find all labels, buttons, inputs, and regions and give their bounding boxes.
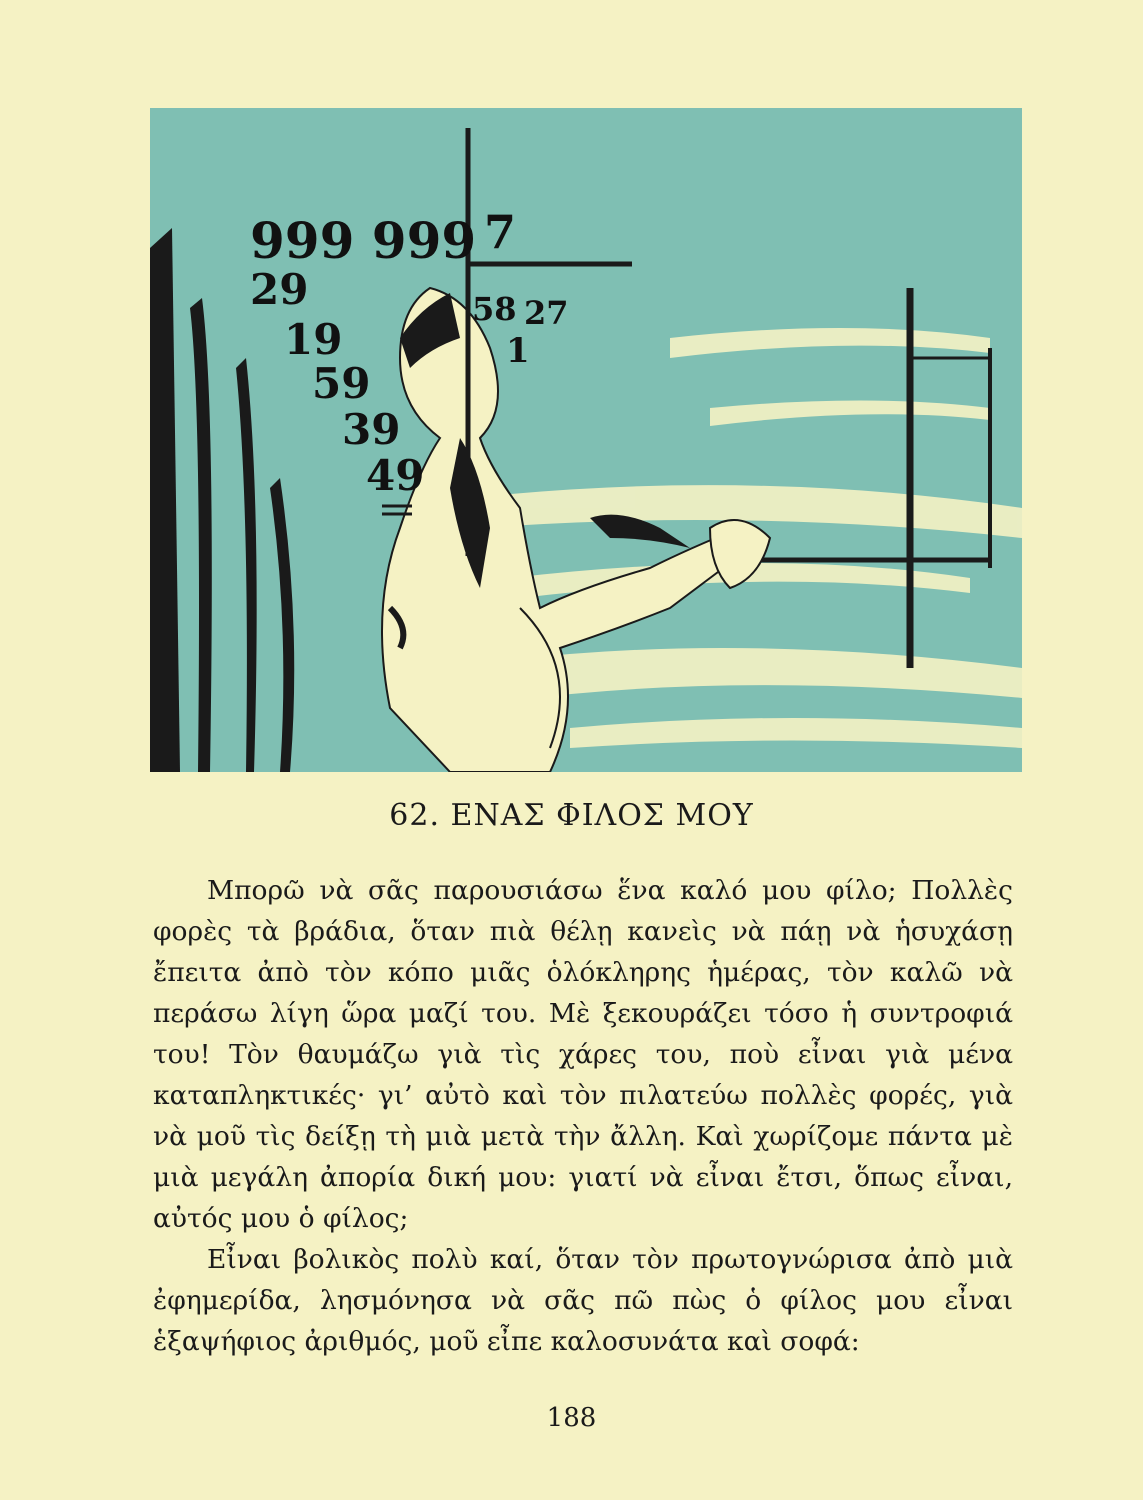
body-text (153, 870, 1013, 1362)
quotient-top-digits: 58 (472, 290, 517, 328)
page-number: 188 (546, 1403, 597, 1433)
remainder-4: 39 (342, 405, 401, 454)
quotient-mid-digits: 27 (524, 294, 569, 332)
chapter-title: 62. ΕΝΑΣ ΦΙΛΟΣ ΜΟΥ (389, 798, 754, 833)
quotient-low-digit: 1 (506, 331, 530, 371)
remainder-1: 29 (250, 265, 309, 314)
division-illustration (150, 108, 1022, 772)
remainder-2: 19 (284, 315, 343, 364)
divisor-digit: 7 (484, 205, 517, 259)
illustration-woodcut (150, 108, 1022, 772)
remainder-3: 59 (312, 359, 371, 408)
paragraph-1: Μπορῶ νὰ σᾶς παρουσιάσω ἕνα καλό μου φίλο; Πολλὲς φορὲς τὰ βράδια, ὅταν πιὰ θέλῃ κανεὶς νὰ πάῃ νὰ ἡσυχάσῃ ἔπειτα ἀπὸ τὸν κόπο μιᾶς ὁλόκληρης ἡμέρας, τὸν καλῶ νὰ περάσω λίγη ὥρα μαζί του. Μὲ ξεκουράζει τόσο ἡ συντροφιά του! Τὸν θαυμάζω γιὰ τὶς χάρες του, ποὺ εἶναι γιὰ μένα καταπληκτικές· γι’ αὐτὸ καὶ τὸν πιλατεύω πολλὲς φορές, γιὰ νὰ μοῦ τὶς δείξῃ τὴ μιὰ μετὰ τὴν ἄλλη. Καὶ χωρίζομε πάντα μὲ μιὰ μεγάλη ἀπορία δική μου: γιατί νὰ εἶναι ἔτσι, ὅπως εἶναι, αὐτός μου ὁ φίλος; (153, 875, 1013, 1234)
paragraph-2: Εἶναι βολικὸς πολὺ καί, ὅταν τὸν πρωτογνώρισα ἀπὸ μιὰ ἐφημερίδα, λησμόνησα νὰ σᾶς πῶ πὼς ὁ φίλος μου εἶναι ἑξαψήφιος ἀριθμός, μοῦ εἶπε καλοσυνάτα καὶ σοφά: (153, 1244, 1013, 1357)
remainder-5: 49 (366, 451, 425, 500)
dividend-digits: 999 999 (250, 211, 477, 270)
